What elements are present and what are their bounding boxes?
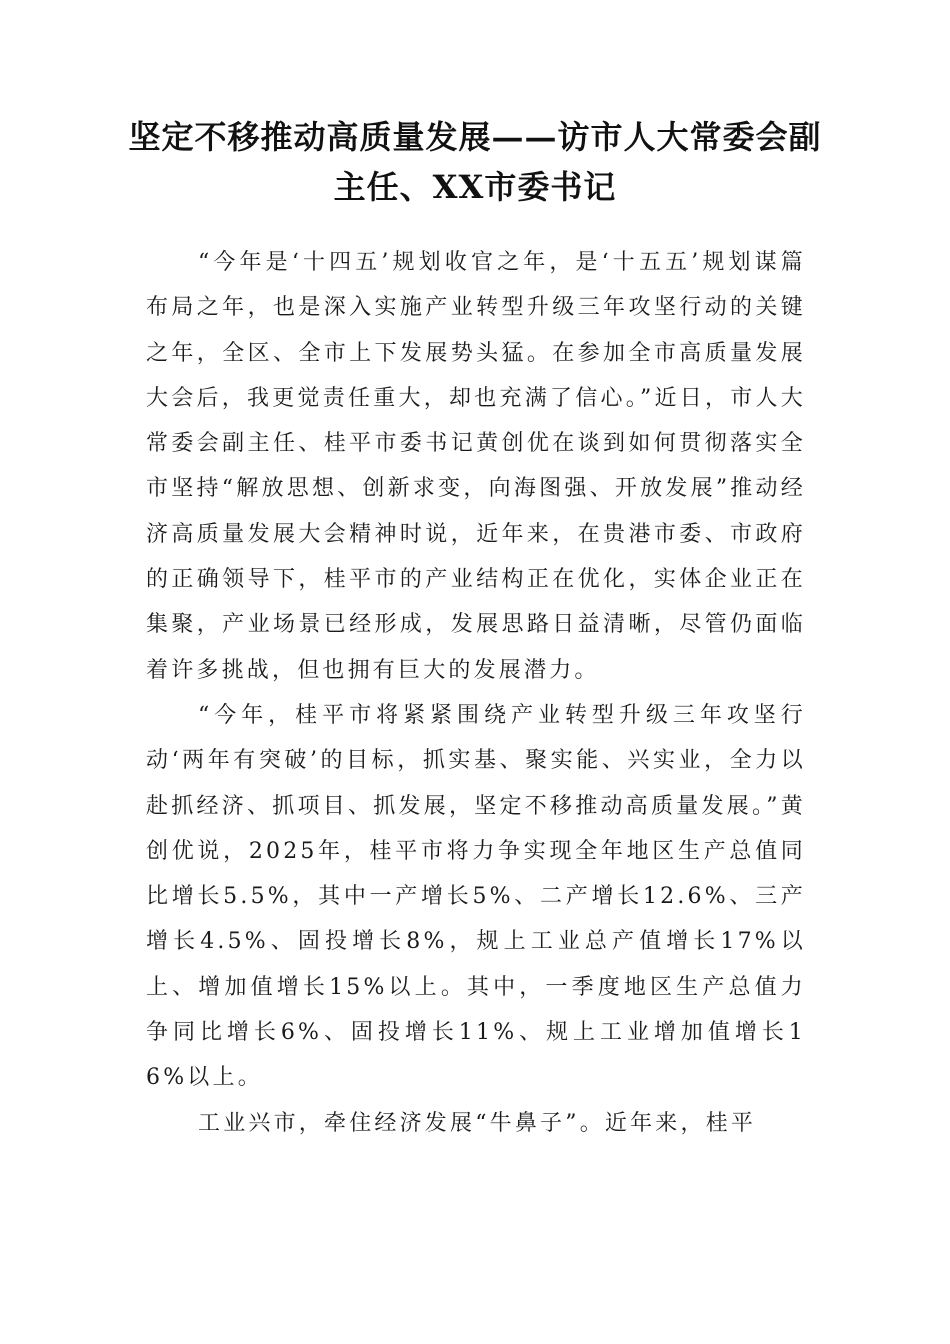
paragraph-3: 工业兴市，牵住经济发展“牛鼻子”。近年来，桂平 bbox=[198, 1110, 757, 1136]
paragraph-1: “今年是‘十四五’规划收官之年，是‘十五五’规划谋篇布局之年，也是深入实施产业转型升级三年攻坚行动的关键之年，全区、全市上下发展势头猛。在参加全市高质量发展大会后，我更觉责任重大，却也充满了信心。”近日，市人大常委会副主任、桂平市委书记黄创优在谈到如何贯彻落实全市坚持“解放思想、创新求变，向海图强、开放发展”推动经济高质量发展大会精神时说，近年来，在贵港市委、市政府的正确领导下，桂平市的产业结构正在优化，实体企业正在集聚，产业场景已经形成，发展思路日益清晰，尽管仍面临着许多挑战，但也拥有巨大的发展潜力。 bbox=[146, 250, 806, 683]
document-body bbox=[146, 240, 806, 1146]
document-title: 坚定不移推动高质量发展——访市人大常委会副主任、XX市委书记 bbox=[128, 118, 822, 206]
paragraph-2: “今年，桂平市将紧紧围绕产业转型升级三年攻坚行动‘两年有突破’的目标，抓实基、聚实能、兴实业，全力以赴抓经济、抓项目、抓发展，坚定不移推动高质量发展。”黄创优说，2025年，桂平市将力争实现全年地区生产总值同比增长5.5%，其中一产增长5%、二产增长12.6%、三产增长4.5%、固投增长8%，规上工业总产值增长17%以上、增加值增长15%以上。其中，一季度地区生产总值力争同比增长6%、固投增长11%、规上工业增加值增长16%以上。 bbox=[146, 702, 806, 1091]
